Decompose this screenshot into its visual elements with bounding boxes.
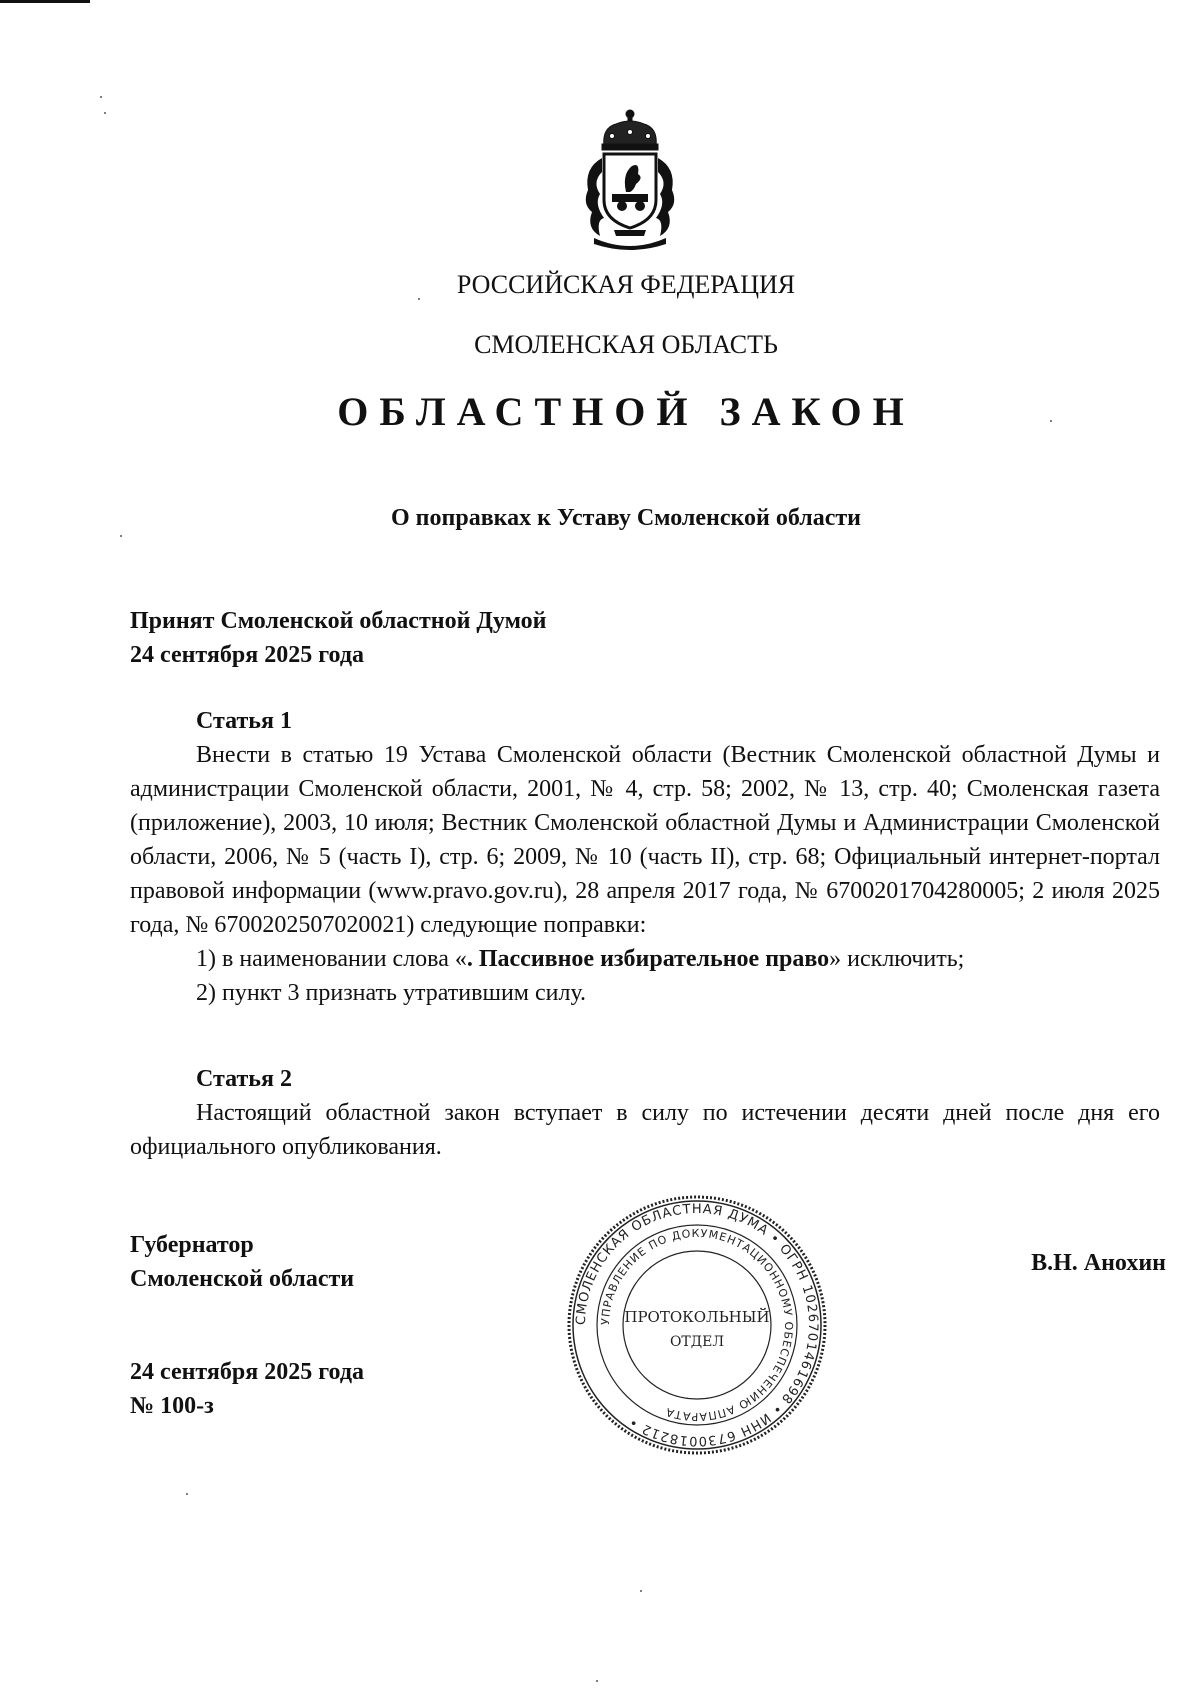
article-2 <box>130 1062 1160 1164</box>
seal-center-line-1: ПРОТОКОЛЬНЫЙ <box>624 1308 770 1326</box>
scan-speck <box>100 96 102 98</box>
smolensk-coat-of-arms-emblem <box>574 108 686 250</box>
signatory-name: В.Н. Анохин <box>1031 1250 1166 1276</box>
signatory-position <box>130 1228 354 1296</box>
scan-speck <box>186 1493 188 1495</box>
article-1-item-1-prefix: 1) в наименовании слова « <box>196 946 467 972</box>
seal-outer-text: СМОЛЕНСКАЯ ОБЛАСТНАЯ ДУМА • ОГРН 1026701461698 • ИНН 6730018212 • <box>573 1201 821 1449</box>
region-name: СМОЛЕНСКАЯ ОБЛАСТЬ <box>474 330 778 359</box>
seal-inner-text: УПРАВЛЕНИЕ ПО ДОКУМЕНТАЦИОННОМУ ОБЕСПЕЧЕНИЮ АППАРАТА <box>598 1226 796 1424</box>
official-seal-stamp <box>566 1194 828 1456</box>
scan-speck <box>104 112 106 114</box>
country-name: РОССИЙСКАЯ ФЕДЕРАЦИЯ <box>456 270 796 299</box>
signatory-title: Губернатор <box>130 1232 254 1258</box>
article-1 <box>130 704 1160 1010</box>
article-1-item-1-quoted: . Пассивное избирательное право <box>466 946 830 972</box>
signatory-region: Смоленской области <box>130 1266 355 1292</box>
adoption-date: 24 сентября 2025 года <box>130 642 364 668</box>
scan-speck <box>418 298 420 300</box>
law-number: № 100-з <box>130 1393 214 1419</box>
article-1-text: Внести в статью 19 Устава Смоленской области (Вестник Смоленской областной Думы и администрации Смоленской области, 2001, № 4, стр. 58; 2002, № 13, стр. 40; Смоленская газета (приложение), 2003, 10 июля; Вестник Смоленской областной Думы и Администрации Смоленской области, 2006, № 5 (часть I), стр. 6; 2009, № 10 (часть II), стр. 68; Официальный интернет-портал правовой информации (www.pravo.gov.ru), 28 апреля 2017 года, № 6700201704280005; 2 июля 2025 года, № 6700202507020021) следующие поправки: <box>130 742 1160 938</box>
scan-speck <box>596 1680 598 1682</box>
signing-date: 24 сентября 2025 года <box>130 1359 364 1385</box>
document-type-heading: ОБЛАСТНОЙ ЗАКОН <box>337 389 915 434</box>
scan-edge-mark <box>0 0 90 3</box>
adoption-note <box>130 604 1160 672</box>
article-2-text: Настоящий областной закон вступает в силу по истечении десяти дней после дня его официального опубликования. <box>130 1100 1160 1160</box>
scan-speck <box>640 1590 642 1592</box>
article-1-heading: Статья 1 <box>196 708 292 734</box>
signing-details <box>130 1355 364 1423</box>
law-title: О поправках к Уставу Смоленской области <box>391 505 861 531</box>
scan-speck <box>1050 420 1052 422</box>
adoption-body: Принят Смоленской областной Думой <box>130 608 547 634</box>
scan-speck <box>120 535 122 537</box>
article-1-item-1-suffix: » исключить; <box>829 946 965 972</box>
article-1-item-1 <box>130 942 1160 976</box>
article-1-item-2: 2) пункт 3 признать утратившим силу. <box>196 980 587 1006</box>
seal-center-line-2: ОТДЕЛ <box>669 1334 725 1350</box>
article-2-heading: Статья 2 <box>196 1066 292 1092</box>
